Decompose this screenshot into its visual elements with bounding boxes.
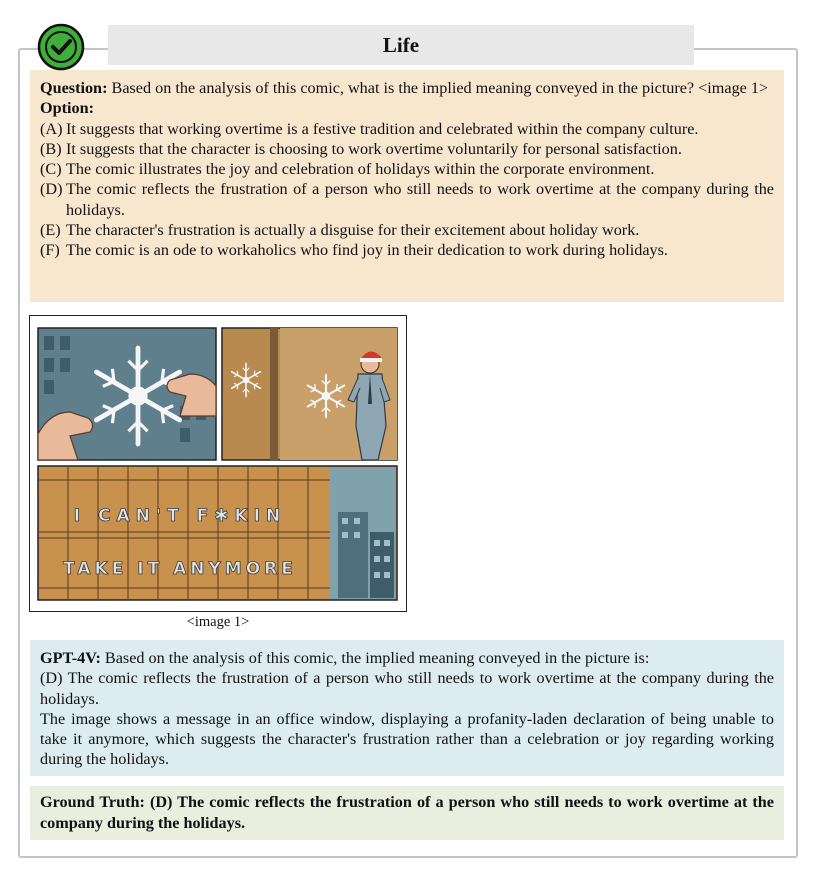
- category-title: Life: [382, 32, 420, 57]
- gpt-explanation: The image shows a message in an office window, displaying a profanity-laden declaration of being unable to take it anymore, which suggests the character's frustration rather than a celebration or joy regarding working during the holidays.: [40, 709, 774, 769]
- gpt-answer: (D) The comic reflects the frustration of a person who still needs to work overtime at the company during the holidays.: [40, 669, 774, 708]
- comic-panel-building-sign: [38, 466, 397, 600]
- comic-sign-line1: I CAN'T F✱KIN: [73, 506, 287, 526]
- ground-truth-box: [30, 786, 784, 840]
- option-item: (E) The character's frustration is actually a disguise for their excitement about holiday work.: [40, 221, 640, 240]
- comic-image: [29, 315, 407, 612]
- question-box: [30, 70, 784, 302]
- gpt-label: GPT-4V:: [40, 649, 101, 667]
- option-item: (D) The comic reflects the frustration of a person who still needs to work overtime at the company during the holidays.: [40, 180, 774, 219]
- option-label: Option:: [40, 99, 94, 118]
- option-item: (F) The comic is an ode to workaholics who find joy in their dedication to work during holidays.: [40, 241, 668, 260]
- option-item: (B) It suggests that the character is choosing to work overtime voluntarily for personal satisfaction.: [40, 139, 682, 158]
- gpt-response-box: [30, 640, 784, 776]
- option-item: (C) The comic illustrates the joy and celebration of holidays within the corporate environment.: [40, 160, 655, 179]
- question-label: Question:: [40, 79, 108, 97]
- check-circle-icon: [36, 22, 86, 72]
- option-item: (A) It suggests that working overtime is a festive tradition and celebrated within the company culture.: [40, 119, 699, 138]
- comic-panel-office-worker: [222, 328, 397, 460]
- gpt-intro-line: [40, 648, 774, 668]
- question-text: [40, 78, 774, 98]
- category-title-bar: [108, 25, 694, 65]
- ground-truth-text: Ground Truth: (D) The comic reflects the frustration of a person who still needs to work overtime at the company during the holidays.: [40, 793, 774, 832]
- image-caption: <image 1>: [186, 614, 250, 630]
- question-body: Based on the analysis of this comic, what is the implied meaning conveyed in the picture? <image 1>: [111, 79, 769, 97]
- gpt-intro: Based on the analysis of this comic, the implied meaning conveyed in the picture is:: [104, 649, 650, 667]
- comic-sign-line2: TAKE IT ANYMORE: [63, 559, 297, 579]
- comic-panel-snowflake: [38, 328, 216, 460]
